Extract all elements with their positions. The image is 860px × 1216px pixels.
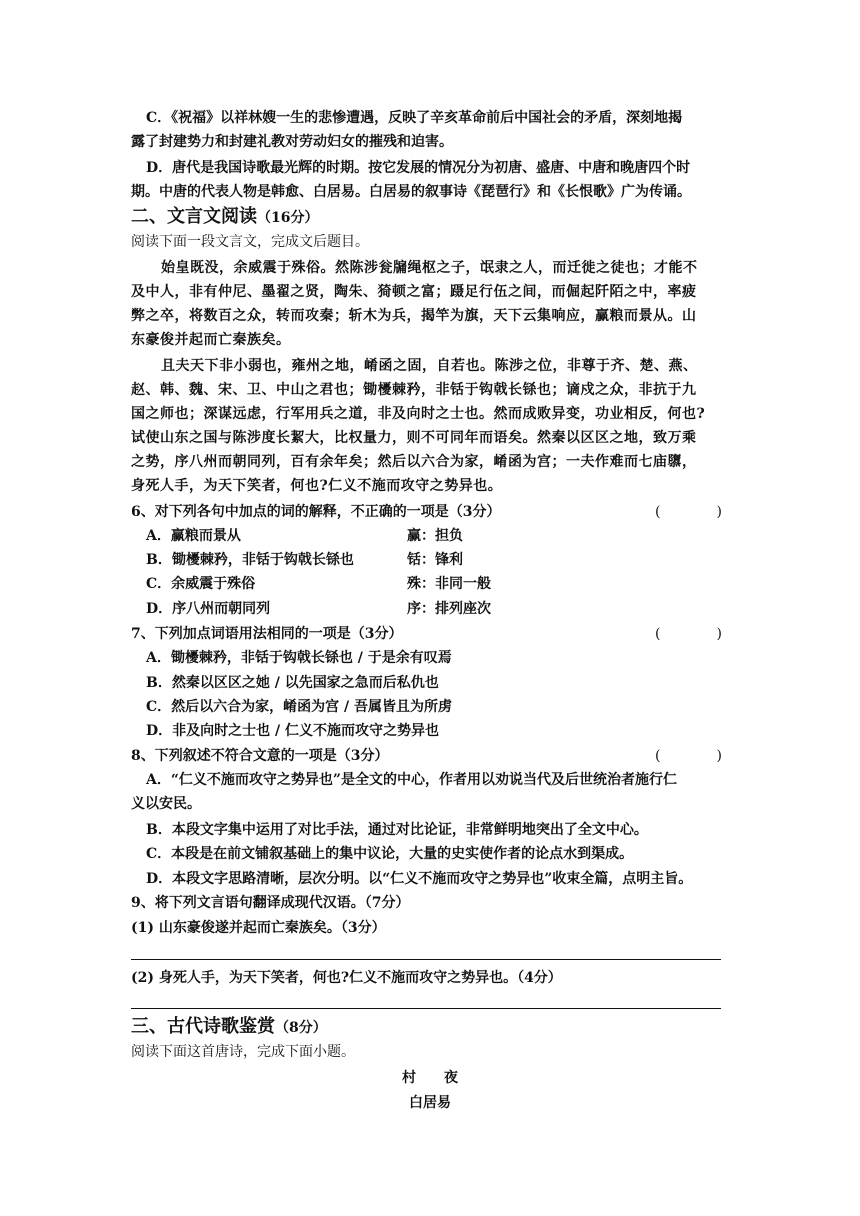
option-c-line2: 露了封建势力和封建礼教对劳动妇女的摧残和迫害。 [131,134,453,150]
q8-option-c: C．本段是在前文铺叙基础上的集中议论，大量的史实使作者的论点水到渠成。 [146,846,634,862]
q6-stem: 6、对下列各句中加点的词的解释，不正确的一项是（3分） [131,504,501,520]
passage-line: 之势，序八州而朝同列，百有余年矣；然后以六合为家，崤函为宫；一夫作难而七庙隳， [131,454,697,470]
section3-points: （8分） [275,1020,327,1036]
q6-option-c: C．余威震于殊俗 [146,576,256,592]
q6-gloss-b: 铦：锋利 [407,552,463,568]
answer-line [131,959,721,960]
q6-option-d: D．序八州而朝同列 [146,601,271,617]
q8-stem: 8、下列叙述不符合文意的一项是（3分） [131,748,389,764]
passage-line: 弊之卒，将数百之众，转而攻秦；斩木为兵，揭竿为旗，天下云集响应，赢粮而景从。山 [131,308,697,324]
q6-option-b: B．锄櫌棘矜，非铦于钩戟长铩也 [146,552,354,568]
q8-option-a-line2: 义以安民。 [131,796,201,812]
passage-line: 东豪俊并起而亡秦族矣。 [131,332,291,348]
q7-option-a: A．锄櫌棘矜，非铦于钩戟长铩也 / 于是余有叹焉 [146,650,452,666]
q6-gloss-d: 序：排列座次 [407,601,491,617]
q8-option-a-line1: A．“仁义不施而攻守之势异也”是全文的中心，作者用以劝说当代及后世统治者施行仁 [146,772,677,788]
answer-line [131,1008,721,1009]
section2-title: 二、文言文阅读 [131,206,257,227]
poem-title: 村 夜 [402,1070,458,1086]
q7-option-c: C．然后以六合为家，崤函为宫 / 吾属皆且为所虏 [146,699,453,715]
section3-instruction: 阅读下面这首唐诗，完成下面小题。 [131,1044,355,1060]
section2-points: （16分） [257,210,319,226]
q6-answer-blank: ( ) [655,504,722,520]
passage-line: 赵、韩、魏、宋、卫、中山之君也；锄櫌棘矜，非铦于钩戟长铩也；谪戍之众，非抗于九 [131,382,697,398]
q7-answer-blank: ( ) [655,626,722,642]
q6-option-a: A．赢粮而景从 [146,528,241,544]
q8-option-d: D．本段文字思路清晰，层次分明。以“仁义不施而攻守之势异也”收束全篇，点明主旨。 [146,871,693,887]
q8-answer-blank: ( ) [655,748,722,764]
q7-option-d: D．非及向时之士也 / 仁义不施而攻守之势异也 [146,723,440,739]
q6-gloss-c: 殊：非同一般 [407,576,491,592]
passage-line: 及中人，非有仲尼、墨翟之贤，陶朱、猗顿之富；蹑足行伍之间，而倔起阡陌之中，率疲 [131,284,697,300]
section3-heading [131,1014,327,1041]
passage-line: 试使山东之国与陈涉度长絜大，比权量力，则不可同年而语矣。然秦以区区之地，致万乘 [131,430,697,446]
q9-item2: (2) 身死人手，为天下笑者，何也?仁义不施而攻守之势异也。（4分） [131,970,562,986]
q7-stem: 7、下列加点词语用法相同的一项是（3分） [131,626,403,642]
q7-option-b: B．然秦以区区之她 / 以先国家之急而后私仇也 [146,675,439,691]
option-c-line1: C．《祝福》以祥林嫂一生的悲惨遭遇，反映了辛亥革命前后中国社会的矛盾，深刻地揭 [146,110,683,126]
passage-line: 国之师也；深谋远虑，行军用兵之道，非及向时之士也。然而成败异变，功业相反，何也? [131,406,706,422]
section2-instruction: 阅读下面一段文言文，完成文后题目。 [131,234,369,250]
q9-item1: (1) 山东豪俊遂并起而亡秦族矣。（3分） [131,920,386,936]
section2-heading [131,204,318,231]
option-d-line1: D．唐代是我国诗歌最光辉的时期。按它发展的情况分为初唐、盛唐、中唐和晚唐四个时 [146,160,691,176]
passage-line: 身死人手，为天下笑者，何也?仁义不施而攻守之势异也。 [131,478,503,494]
q8-option-b: B．本段文字集中运用了对比手法，通过对比论证，非常鲜明地突出了全文中心。 [146,822,648,838]
passage-line: 始皇既没，余威震于殊俗。然陈涉瓮牖绳枢之子，氓隶之人，而迁徙之徒也；才能不 [161,260,698,276]
q9-stem: 9、将下列文言语句翻译成现代汉语。（7分） [131,895,410,911]
passage-line: 且夫天下非小弱也，雍州之地，崤函之固，自若也。陈涉之位，非尊于齐、楚、燕、 [161,358,698,374]
q6-gloss-a: 赢：担负 [407,528,463,544]
section3-title: 三、古代诗歌鉴赏 [131,1016,275,1037]
poem-author: 白居易 [409,1095,451,1111]
option-d-line2: 期。中唐的代表人物是韩愈、白居易。白居易的叙事诗《琵琶行》和《长恨歌》广为传诵。 [131,184,691,200]
